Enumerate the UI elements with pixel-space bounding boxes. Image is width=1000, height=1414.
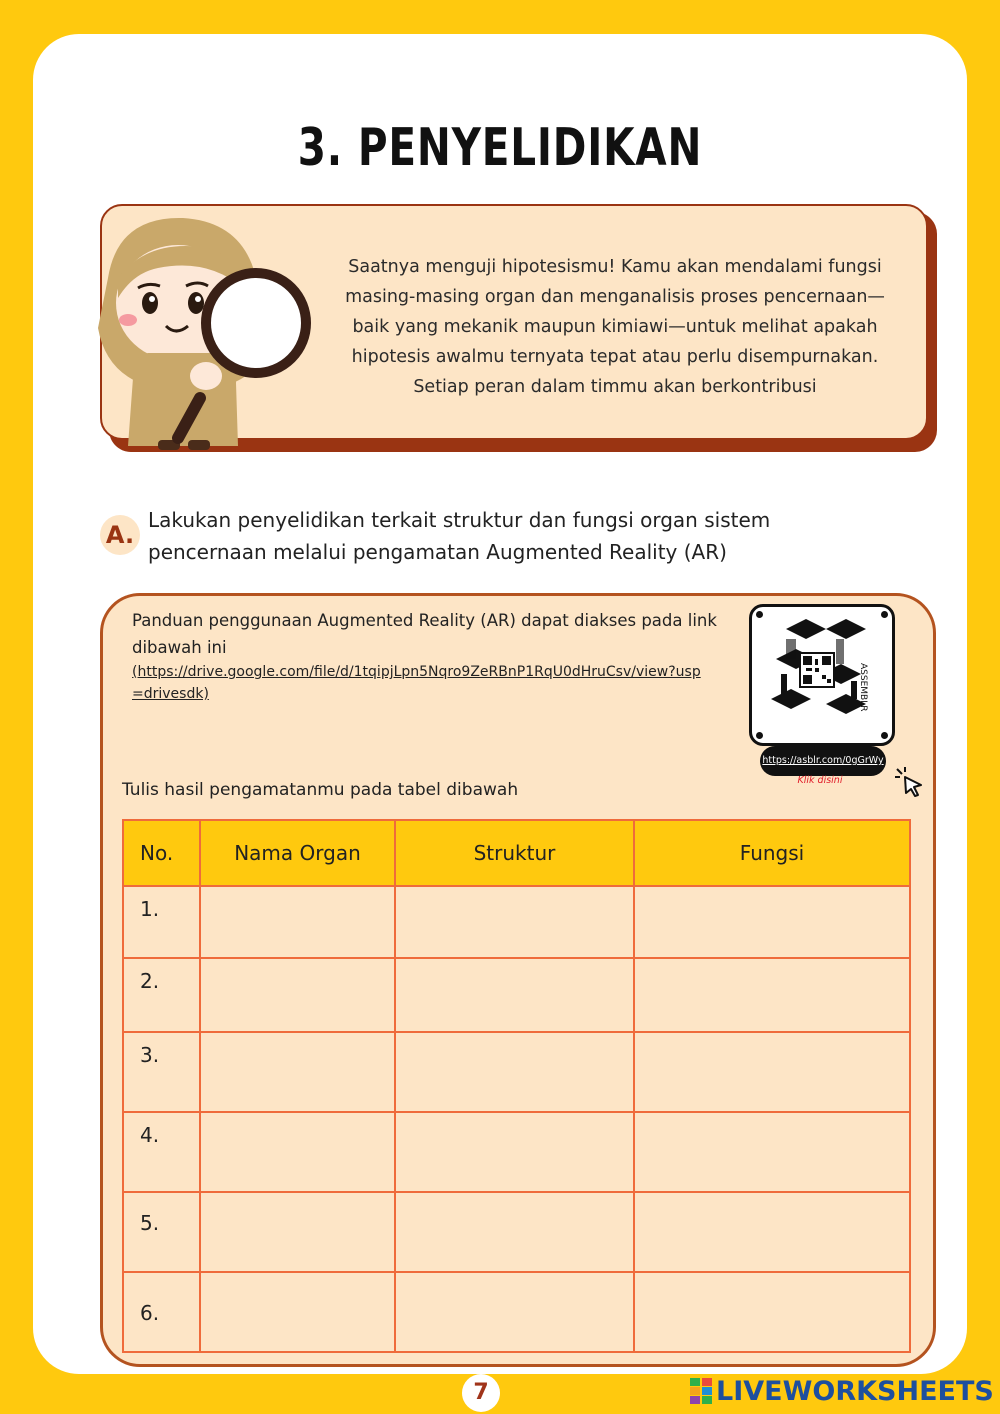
pin-dot-icon [756, 611, 763, 618]
table-row [123, 1272, 910, 1352]
header-function: Fungsi [634, 820, 910, 886]
pin-dot-icon [881, 611, 888, 618]
intro-line: Setiap peran dalam timmu akan berkontribusi [413, 377, 817, 397]
liveworksheets-logo-icon [690, 1378, 712, 1404]
structure-cell[interactable] [395, 1272, 634, 1352]
organ-name-cell[interactable] [200, 1032, 395, 1112]
structure-cell[interactable] [395, 1032, 634, 1112]
table-instruction: Tulis hasil pengamatanmu pada tabel dibawah [122, 780, 519, 800]
function-cell[interactable] [634, 886, 910, 958]
section-a-text [148, 504, 848, 568]
pin-dot-icon [756, 732, 763, 739]
row-number: 5. [123, 1192, 200, 1272]
table-row [123, 958, 910, 1032]
click-cursor-icon [893, 765, 927, 799]
observation-table [122, 819, 911, 1353]
row-number: 6. [123, 1272, 200, 1352]
pin-dot-icon [881, 732, 888, 739]
intro-line: baik yang mekanik maupun kimiawi—untuk melihat apakah [352, 317, 878, 337]
ar-guide-link[interactable]: (https://drive.google.com/file/d/1tqipjLpn5Nqro9ZeRBnP1RqU0dHruCsv/view?usp=drivesdk) [132, 664, 701, 702]
intro-text [320, 252, 910, 402]
intro-line: masing-masing organ dan menganalisis proses pencernaan— [345, 287, 885, 307]
liveworksheets-brand[interactable] [690, 1374, 994, 1408]
intro-line: Saatnya menguji hipotesismu! Kamu akan mendalami fungsi [348, 257, 882, 277]
organ-name-cell[interactable] [200, 1272, 395, 1352]
row-number: 3. [123, 1032, 200, 1112]
structure-cell[interactable] [395, 1112, 634, 1192]
organ-name-cell[interactable] [200, 1192, 395, 1272]
ar-guide-text: Panduan penggunaan Augmented Reality (AR) dapat diakses pada link dibawah ini [132, 611, 717, 657]
table-row [123, 1192, 910, 1272]
page-title: 3. PENYELIDIKAN [297, 118, 703, 178]
function-cell[interactable] [634, 958, 910, 1032]
liveworksheets-text: LIVEWORKSHEETS [716, 1375, 994, 1407]
section-a-line: Lakukan penyelidikan terkait struktur dan fungsi organ sistem [148, 508, 771, 532]
ar-guide [132, 607, 732, 705]
function-cell[interactable] [634, 1192, 910, 1272]
structure-cell[interactable] [395, 886, 634, 958]
qr-brand-text: ASSEMBLR [858, 663, 868, 712]
section-a-line: pencernaan melalui pengamatan Augmented Reality (AR) [148, 540, 727, 564]
table-row [123, 886, 910, 958]
row-number: 2. [123, 958, 200, 1032]
intro-line: hipotesis awalmu ternyata tepat atau perlu disempurnakan. [351, 347, 879, 367]
qr-url-button[interactable]: https://asblr.com/0gGrWy [760, 746, 886, 776]
row-number: 4. [123, 1112, 200, 1192]
header-no: No. [123, 820, 200, 886]
table-row [123, 1032, 910, 1112]
function-cell[interactable] [634, 1272, 910, 1352]
click-here-label[interactable]: Klik disini [797, 775, 843, 786]
qr-code-icon [766, 619, 872, 729]
structure-cell[interactable] [395, 958, 634, 1032]
function-cell[interactable] [634, 1032, 910, 1112]
table-header-row [123, 820, 910, 886]
organ-name-cell[interactable] [200, 886, 395, 958]
table-row [123, 1112, 910, 1192]
girl-magnifier-illustration [88, 208, 318, 454]
structure-cell[interactable] [395, 1192, 634, 1272]
row-number: 1. [123, 886, 200, 958]
qr-code-card[interactable] [749, 604, 895, 746]
section-a-badge: A. [100, 515, 140, 555]
organ-name-cell[interactable] [200, 958, 395, 1032]
page-number: 7 [462, 1374, 500, 1412]
header-organ-name: Nama Organ [200, 820, 395, 886]
function-cell[interactable] [634, 1112, 910, 1192]
header-structure: Struktur [395, 820, 634, 886]
organ-name-cell[interactable] [200, 1112, 395, 1192]
